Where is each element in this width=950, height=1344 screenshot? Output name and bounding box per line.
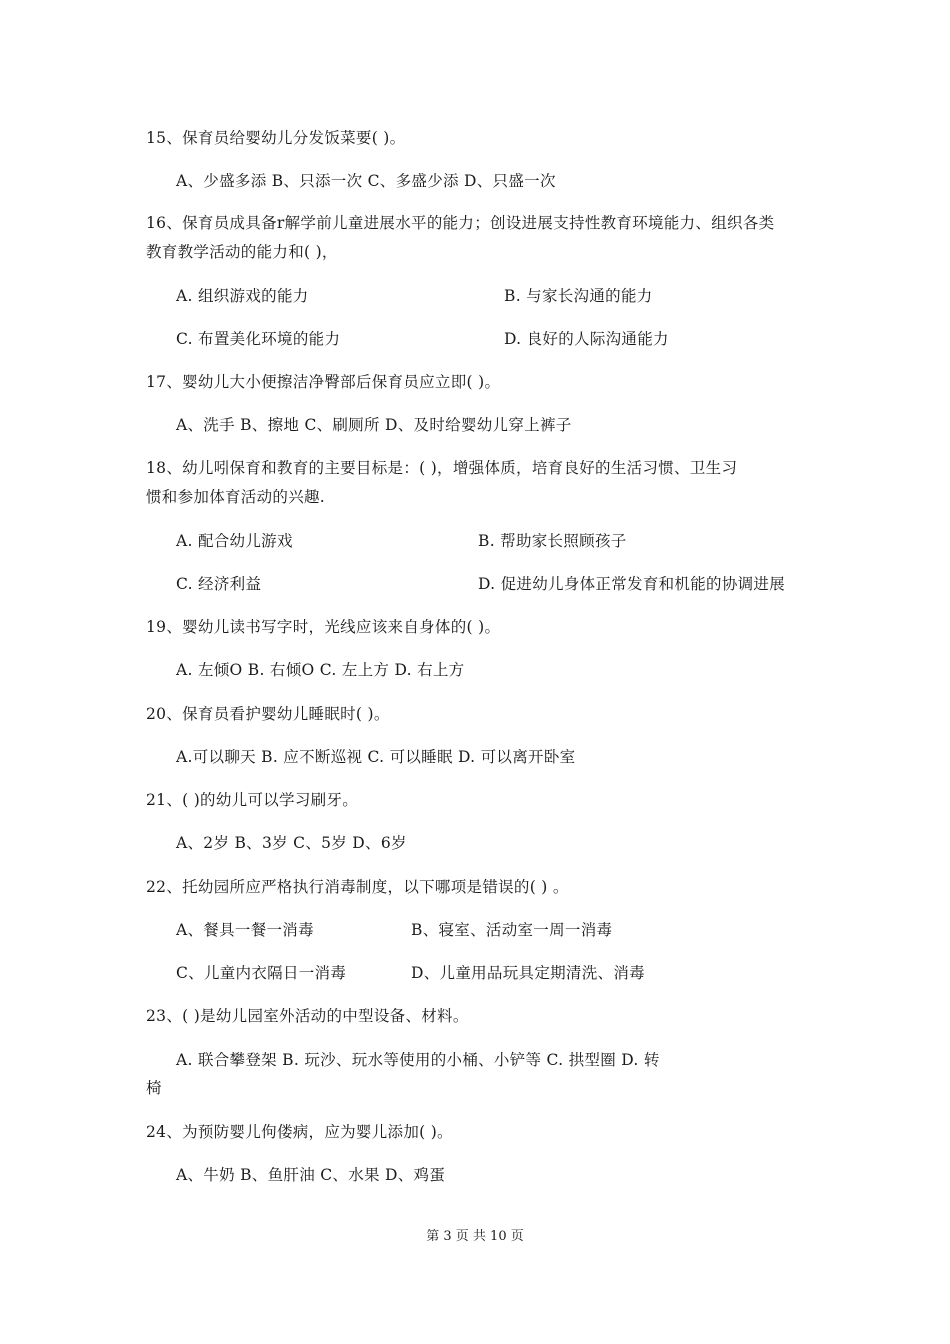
- question-18-option-a: A. 配合幼儿游戏: [176, 532, 293, 550]
- question-16-option-b: B. 与家长沟通的能力: [504, 287, 653, 305]
- question-22-option-d: D、儿童用品玩具定期清洗、消毒: [411, 964, 645, 982]
- question-18-stem-line2: 惯和参加体育活动的兴趣.: [146, 488, 326, 506]
- question-18-option-c: C. 经济利益: [176, 575, 262, 593]
- question-24-options: A、牛奶 B、鱼肝油 C、水果 D、鸡蛋: [176, 1166, 446, 1184]
- question-21-stem: 21、( )的幼儿可以学习刷牙。: [146, 791, 359, 809]
- question-17-stem: 17、婴幼儿大小便擦洁净臀部后保育员应立即( )。: [146, 373, 501, 391]
- question-23-options: A. 联合攀登架 B. 玩沙、玩水等使用的小桶、小铲等 C. 拱型圈 D. 转: [176, 1051, 660, 1069]
- question-22-option-b: B、寝室、活动室一周一消毒: [411, 921, 613, 939]
- question-16-option-a: A. 组织游戏的能力: [176, 287, 309, 305]
- question-16-stem-line2: 教育教学活动的能力和( )，: [146, 243, 338, 261]
- question-16-option-c: C. 布置美化环境的能力: [176, 330, 341, 348]
- question-15-options: A、少盛多添 B、只添一次 C、多盛少添 D、只盛一次: [176, 172, 556, 190]
- question-16-stem-line1: 16、保育员成具备r解学前儿童进展水平的能力；创设进展支持性教育环境能力、组织各类: [146, 214, 775, 232]
- question-22-stem: 22、托幼园所应严格执行消毒制度，以下哪项是错误的( ) 。: [146, 878, 569, 896]
- page-number-footer: 第 3 页 共 10 页: [426, 1229, 524, 1244]
- question-17-options: A、洗手 B、擦地 C、刷厕所 D、及时给婴幼儿穿上裤子: [176, 416, 572, 434]
- question-16-option-d: D. 良好的人际沟通能力: [504, 330, 669, 348]
- question-23-stem: 23、( )是幼儿园室外活动的中型设备、材料。: [146, 1007, 469, 1025]
- question-15-stem: 15、保育员给婴幼儿分发饭菜要( )。: [146, 129, 406, 147]
- question-18-stem-line1: 18、幼儿吲保育和教育的主要目标是：( )，增强体质，培育良好的生活习惯、卫生习: [146, 459, 738, 477]
- question-22-option-a: A、餐具一餐一消毒: [176, 921, 314, 939]
- question-20-options: A.可以聊天 B. 应不断巡视 C. 可以睡眠 D. 可以离开卧室: [176, 748, 576, 766]
- question-18-option-b: B. 帮助家长照顾孩子: [478, 532, 627, 550]
- question-19-options: A. 左倾O B. 右倾O C. 左上方 D. 右上方: [176, 661, 465, 679]
- question-20-stem: 20、保育员看护婴幼儿睡眠时( )。: [146, 705, 390, 723]
- question-18-option-d: D. 促进幼儿身体正常发育和机能的协调进展: [478, 575, 786, 593]
- question-24-stem: 24、为预防婴儿佝偻病，应为婴儿添加( )。: [146, 1123, 453, 1141]
- question-23-options-continued: 椅: [146, 1079, 162, 1097]
- question-22-option-c: C、儿童内衣隔日一消毒: [176, 964, 347, 982]
- question-21-options: A、2岁 B、3岁 C、5岁 D、6岁: [176, 834, 407, 852]
- question-19-stem: 19、婴幼儿读书写字时，光线应该来自身体的( )。: [146, 618, 501, 636]
